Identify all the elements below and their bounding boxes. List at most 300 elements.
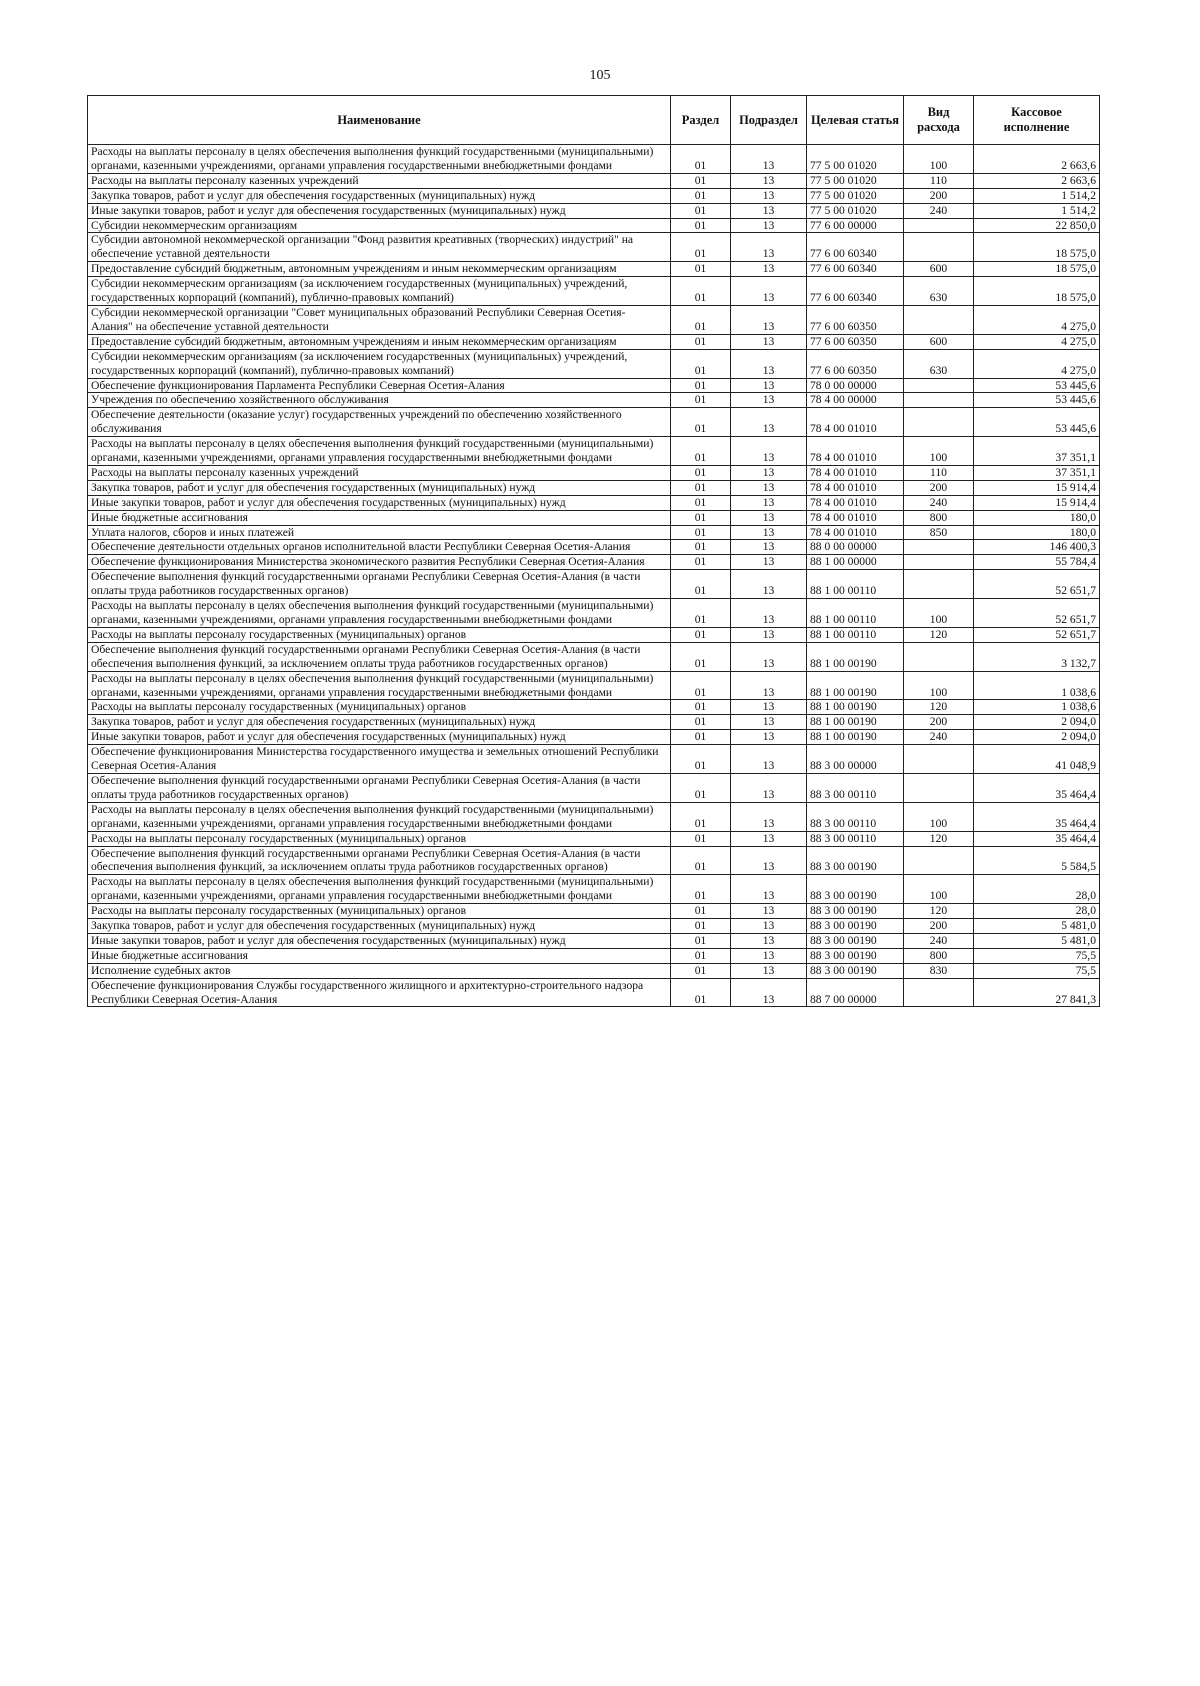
cell-name: Иные закупки товаров, работ и услуг для обеспечения государственных (муниципальных) нужд [88,730,671,745]
cell-vid: 240 [904,203,974,218]
cell-razdel: 01 [671,408,731,437]
cell-podrazdel: 13 [731,437,807,466]
cell-sum: 4 275,0 [974,305,1100,334]
cell-name: Субсидии некоммерческой организации "Совет муниципальных образований Республики Северная Осетия-Алания" на обеспечение уставной деятельности [88,305,671,334]
cell-vid: 240 [904,933,974,948]
cell-name: Иные бюджетные ассигнования [88,510,671,525]
cell-podrazdel: 13 [731,349,807,378]
cell-sum: 53 445,6 [974,393,1100,408]
cell-vid [904,642,974,671]
cell-vid [904,408,974,437]
table-row [88,480,1100,495]
cell-vid [904,233,974,262]
cell-razdel: 01 [671,145,731,174]
cell-celevaya: 78 0 00 00000 [807,378,904,393]
cell-name: Иные бюджетные ассигнования [88,948,671,963]
cell-sum: 3 132,7 [974,642,1100,671]
table-row [88,671,1100,700]
cell-podrazdel: 13 [731,875,807,904]
cell-celevaya: 77 5 00 01020 [807,173,904,188]
header-podrazdel: Подраздел [731,96,807,145]
cell-podrazdel: 13 [731,525,807,540]
cell-celevaya: 78 4 00 01010 [807,495,904,510]
cell-name: Обеспечение функционирования Службы государственного жилищного и архитектурно-строительного надзора Республики Северная Осетия-Алания [88,978,671,1007]
table-row [88,540,1100,555]
cell-podrazdel: 13 [731,305,807,334]
cell-sum: 2 663,6 [974,173,1100,188]
cell-vid [904,305,974,334]
header-razdel: Раздел [671,96,731,145]
cell-podrazdel: 13 [731,233,807,262]
cell-name: Обеспечение функционирования Парламента Республики Северная Осетия-Алания [88,378,671,393]
cell-vid: 830 [904,963,974,978]
cell-podrazdel: 13 [731,408,807,437]
cell-name: Иные закупки товаров, работ и услуг для обеспечения государственных (муниципальных) нужд [88,933,671,948]
cell-vid [904,846,974,875]
cell-vid: 100 [904,145,974,174]
table-row [88,978,1100,1007]
cell-sum: 180,0 [974,525,1100,540]
cell-vid [904,773,974,802]
cell-celevaya: 77 5 00 01020 [807,188,904,203]
cell-sum: 18 575,0 [974,262,1100,277]
table-row [88,203,1100,218]
cell-podrazdel: 13 [731,480,807,495]
cell-celevaya: 78 4 00 01010 [807,465,904,480]
cell-vid [904,745,974,774]
cell-razdel: 01 [671,349,731,378]
cell-vid: 630 [904,349,974,378]
cell-name: Субсидии некоммерческим организациям (за исключением государственных (муниципальных) учреждений, государственных корпораций (компаний), публично-правовых компаний) [88,349,671,378]
cell-vid: 120 [904,627,974,642]
cell-sum: 53 445,6 [974,378,1100,393]
table-row [88,334,1100,349]
cell-podrazdel: 13 [731,465,807,480]
cell-razdel: 01 [671,510,731,525]
cell-vid: 100 [904,671,974,700]
cell-vid: 200 [904,188,974,203]
table-row [88,349,1100,378]
cell-razdel: 01 [671,378,731,393]
table-row [88,145,1100,174]
cell-razdel: 01 [671,919,731,934]
cell-celevaya: 88 3 00 00190 [807,933,904,948]
cell-name: Обеспечение функционирования Министерства экономического развития Республики Северная Осетия-Алания [88,555,671,570]
cell-vid: 120 [904,831,974,846]
cell-sum: 2 094,0 [974,715,1100,730]
cell-razdel: 01 [671,480,731,495]
cell-celevaya: 77 5 00 01020 [807,203,904,218]
cell-podrazdel: 13 [731,203,807,218]
cell-celevaya: 78 4 00 01010 [807,408,904,437]
cell-name: Расходы на выплаты персоналу государственных (муниципальных) органов [88,627,671,642]
cell-vid: 850 [904,525,974,540]
table-row [88,262,1100,277]
cell-celevaya: 88 3 00 00000 [807,745,904,774]
cell-sum: 53 445,6 [974,408,1100,437]
cell-name: Закупка товаров, работ и услуг для обеспечения государственных (муниципальных) нужд [88,480,671,495]
cell-razdel: 01 [671,555,731,570]
cell-celevaya: 88 3 00 00190 [807,963,904,978]
cell-podrazdel: 13 [731,555,807,570]
table-row [88,465,1100,480]
cell-vid: 200 [904,480,974,495]
table-row [88,831,1100,846]
cell-celevaya: 88 1 00 00190 [807,730,904,745]
table-row [88,173,1100,188]
cell-name: Уплата налогов, сборов и иных платежей [88,525,671,540]
cell-name: Субсидии автономной некоммерческой организации "Фонд развития креативных (творческих) индустрий" на обеспечение уставной деятельности [88,233,671,262]
cell-sum: 2 094,0 [974,730,1100,745]
cell-celevaya: 88 1 00 00110 [807,570,904,599]
cell-podrazdel: 13 [731,277,807,306]
table-row [88,904,1100,919]
table-row [88,700,1100,715]
cell-razdel: 01 [671,933,731,948]
table-row [88,715,1100,730]
cell-razdel: 01 [671,188,731,203]
cell-podrazdel: 13 [731,978,807,1007]
cell-sum: 5 584,5 [974,846,1100,875]
cell-name: Расходы на выплаты персоналу в целях обеспечения выполнения функций государственными (муниципальными) органами, казенными учреждениями, органами управления государственными внебюджетными фондами [88,671,671,700]
cell-sum: 1 514,2 [974,188,1100,203]
cell-celevaya: 77 6 00 00000 [807,218,904,233]
table-row [88,642,1100,671]
cell-razdel: 01 [671,277,731,306]
table-row [88,233,1100,262]
cell-razdel: 01 [671,671,731,700]
cell-razdel: 01 [671,173,731,188]
cell-razdel: 01 [671,233,731,262]
cell-celevaya: 88 3 00 00190 [807,904,904,919]
cell-celevaya: 78 4 00 01010 [807,525,904,540]
table-row [88,875,1100,904]
cell-name: Иные закупки товаров, работ и услуг для обеспечения государственных (муниципальных) нужд [88,495,671,510]
cell-name: Расходы на выплаты персоналу государственных (муниципальных) органов [88,700,671,715]
cell-name: Обеспечение выполнения функций государственными органами Республики Северная Осетия-Алания (в части обеспечения выполнения функций, за исключением оплаты труда работников государственных органов) [88,846,671,875]
cell-celevaya: 78 4 00 01010 [807,437,904,466]
cell-sum: 37 351,1 [974,437,1100,466]
cell-razdel: 01 [671,627,731,642]
cell-celevaya: 88 3 00 00190 [807,875,904,904]
table-row [88,393,1100,408]
cell-razdel: 01 [671,948,731,963]
cell-sum: 28,0 [974,904,1100,919]
cell-razdel: 01 [671,802,731,831]
cell-name: Расходы на выплаты персоналу в целях обеспечения выполнения функций государственными (муниципальными) органами, казенными учреждениями, органами управления государственными внебюджетными фондами [88,802,671,831]
cell-vid: 200 [904,919,974,934]
cell-razdel: 01 [671,393,731,408]
cell-sum: 1 514,2 [974,203,1100,218]
cell-name: Расходы на выплаты персоналу в целях обеспечения выполнения функций государственными (муниципальными) органами, казенными учреждениями, органами управления государственными внебюджетными фондами [88,437,671,466]
cell-vid [904,978,974,1007]
cell-podrazdel: 13 [731,963,807,978]
cell-sum: 35 464,4 [974,802,1100,831]
cell-podrazdel: 13 [731,948,807,963]
cell-vid [904,555,974,570]
table-row [88,218,1100,233]
cell-sum: 52 651,7 [974,570,1100,599]
cell-vid [904,570,974,599]
cell-razdel: 01 [671,525,731,540]
cell-podrazdel: 13 [731,904,807,919]
cell-celevaya: 88 3 00 00110 [807,831,904,846]
cell-sum: 27 841,3 [974,978,1100,1007]
cell-vid: 120 [904,700,974,715]
cell-vid: 100 [904,599,974,628]
cell-podrazdel: 13 [731,919,807,934]
cell-vid: 240 [904,495,974,510]
cell-sum: 180,0 [974,510,1100,525]
table-row [88,525,1100,540]
cell-sum: 15 914,4 [974,495,1100,510]
cell-celevaya: 88 3 00 00190 [807,948,904,963]
header-name: Наименование [88,96,671,145]
cell-podrazdel: 13 [731,599,807,628]
cell-podrazdel: 13 [731,570,807,599]
cell-name: Обеспечение деятельности отдельных органов исполнительной власти Республики Северная Осетия-Алания [88,540,671,555]
cell-vid: 100 [904,875,974,904]
cell-razdel: 01 [671,495,731,510]
cell-podrazdel: 13 [731,495,807,510]
cell-vid: 240 [904,730,974,745]
cell-vid: 200 [904,715,974,730]
cell-razdel: 01 [671,540,731,555]
cell-podrazdel: 13 [731,540,807,555]
cell-name: Обеспечение выполнения функций государственными органами Республики Северная Осетия-Алания (в части оплаты труда работников государственных органов) [88,773,671,802]
table-row [88,933,1100,948]
cell-podrazdel: 13 [731,671,807,700]
cell-podrazdel: 13 [731,378,807,393]
cell-name: Закупка товаров, работ и услуг для обеспечения государственных (муниципальных) нужд [88,919,671,934]
cell-name: Расходы на выплаты персоналу государственных (муниципальных) органов [88,831,671,846]
cell-sum: 28,0 [974,875,1100,904]
cell-podrazdel: 13 [731,334,807,349]
cell-name: Расходы на выплаты персоналу в целях обеспечения выполнения функций государственными (муниципальными) органами, казенными учреждениями, органами управления государственными внебюджетными фондами [88,145,671,174]
cell-sum: 37 351,1 [974,465,1100,480]
cell-sum: 41 048,9 [974,745,1100,774]
cell-razdel: 01 [671,715,731,730]
table-header-row [88,96,1100,145]
cell-podrazdel: 13 [731,188,807,203]
cell-sum: 52 651,7 [974,627,1100,642]
cell-celevaya: 77 6 00 60340 [807,233,904,262]
cell-celevaya: 88 1 00 00110 [807,627,904,642]
cell-sum: 4 275,0 [974,349,1100,378]
cell-razdel: 01 [671,465,731,480]
cell-celevaya: 78 4 00 00000 [807,393,904,408]
cell-razdel: 01 [671,875,731,904]
cell-sum: 55 784,4 [974,555,1100,570]
cell-razdel: 01 [671,904,731,919]
cell-sum: 75,5 [974,948,1100,963]
cell-sum: 22 850,0 [974,218,1100,233]
cell-name: Расходы на выплаты персоналу в целях обеспечения выполнения функций государственными (муниципальными) органами, казенными учреждениями, органами управления государственными внебюджетными фондами [88,599,671,628]
cell-celevaya: 88 3 00 00110 [807,773,904,802]
cell-razdel: 01 [671,963,731,978]
header-vid: Вид расхода [904,96,974,145]
cell-podrazdel: 13 [731,745,807,774]
table-row [88,963,1100,978]
cell-name: Расходы на выплаты персоналу казенных учреждений [88,465,671,480]
cell-razdel: 01 [671,262,731,277]
cell-sum: 1 038,6 [974,671,1100,700]
cell-celevaya: 88 1 00 00110 [807,599,904,628]
cell-name: Субсидии некоммерческим организациям [88,218,671,233]
table-row [88,555,1100,570]
cell-name: Исполнение судебных актов [88,963,671,978]
cell-vid: 600 [904,262,974,277]
cell-razdel: 01 [671,305,731,334]
table-row [88,948,1100,963]
table-row [88,437,1100,466]
cell-podrazdel: 13 [731,831,807,846]
cell-razdel: 01 [671,570,731,599]
cell-vid [904,393,974,408]
cell-razdel: 01 [671,642,731,671]
cell-podrazdel: 13 [731,218,807,233]
cell-sum: 52 651,7 [974,599,1100,628]
cell-vid: 110 [904,465,974,480]
cell-razdel: 01 [671,334,731,349]
cell-vid: 800 [904,510,974,525]
cell-sum: 4 275,0 [974,334,1100,349]
cell-vid: 600 [904,334,974,349]
table-row [88,510,1100,525]
cell-razdel: 01 [671,700,731,715]
cell-celevaya: 88 3 00 00190 [807,919,904,934]
table-row [88,495,1100,510]
cell-celevaya: 78 4 00 01010 [807,480,904,495]
cell-name: Обеспечение деятельности (оказание услуг) государственных учреждений по обеспечению хозяйственного обслуживания [88,408,671,437]
cell-celevaya: 88 3 00 00110 [807,802,904,831]
cell-razdel: 01 [671,599,731,628]
cell-name: Учреждения по обеспечению хозяйственного обслуживания [88,393,671,408]
cell-celevaya: 77 5 00 01020 [807,145,904,174]
table-row [88,599,1100,628]
cell-podrazdel: 13 [731,510,807,525]
table-row [88,570,1100,599]
cell-celevaya: 77 6 00 60340 [807,277,904,306]
cell-celevaya: 77 6 00 60350 [807,349,904,378]
cell-podrazdel: 13 [731,173,807,188]
cell-vid: 630 [904,277,974,306]
cell-vid [904,378,974,393]
cell-podrazdel: 13 [731,145,807,174]
cell-sum: 5 481,0 [974,919,1100,934]
table-row [88,627,1100,642]
cell-podrazdel: 13 [731,730,807,745]
cell-celevaya: 77 6 00 60340 [807,262,904,277]
table-row [88,745,1100,774]
table-row [88,730,1100,745]
cell-razdel: 01 [671,831,731,846]
page-number: 105 [589,68,611,83]
cell-podrazdel: 13 [731,700,807,715]
cell-celevaya: 77 6 00 60350 [807,334,904,349]
cell-name: Расходы на выплаты персоналу в целях обеспечения выполнения функций государственными (муниципальными) органами, казенными учреждениями, органами управления государственными внебюджетными фондами [88,875,671,904]
cell-sum: 35 464,4 [974,831,1100,846]
table-body [88,145,1100,1007]
cell-celevaya: 88 7 00 00000 [807,978,904,1007]
cell-name: Иные закупки товаров, работ и услуг для обеспечения государственных (муниципальных) нужд [88,203,671,218]
cell-vid: 100 [904,437,974,466]
cell-name: Предоставление субсидий бюджетным, автономным учреждениям и иным некоммерческим организациям [88,262,671,277]
cell-name: Закупка товаров, работ и услуг для обеспечения государственных (муниципальных) нужд [88,188,671,203]
cell-name: Предоставление субсидий бюджетным, автономным учреждениям и иным некоммерческим организациям [88,334,671,349]
header-celevaya: Целевая статья [807,96,904,145]
cell-sum: 75,5 [974,963,1100,978]
cell-vid [904,540,974,555]
cell-podrazdel: 13 [731,773,807,802]
cell-razdel: 01 [671,745,731,774]
cell-podrazdel: 13 [731,933,807,948]
cell-vid: 100 [904,802,974,831]
cell-celevaya: 88 1 00 00000 [807,555,904,570]
cell-celevaya: 88 1 00 00190 [807,715,904,730]
cell-celevaya: 88 1 00 00190 [807,671,904,700]
cell-name: Расходы на выплаты персоналу казенных учреждений [88,173,671,188]
table-row [88,919,1100,934]
cell-sum: 18 575,0 [974,277,1100,306]
cell-celevaya: 88 0 00 00000 [807,540,904,555]
cell-sum: 15 914,4 [974,480,1100,495]
cell-name: Обеспечение выполнения функций государственными органами Республики Северная Осетия-Алания (в части оплаты труда работников государственных органов) [88,570,671,599]
cell-podrazdel: 13 [731,802,807,831]
cell-name: Расходы на выплаты персоналу государственных (муниципальных) органов [88,904,671,919]
cell-vid [904,218,974,233]
cell-podrazdel: 13 [731,393,807,408]
cell-vid: 800 [904,948,974,963]
cell-name: Обеспечение функционирования Министерства государственного имущества и земельных отношений Республики Северная Осетия-Алания [88,745,671,774]
cell-podrazdel: 13 [731,846,807,875]
cell-vid: 110 [904,173,974,188]
cell-razdel: 01 [671,846,731,875]
cell-podrazdel: 13 [731,715,807,730]
cell-celevaya: 78 4 00 01010 [807,510,904,525]
cell-razdel: 01 [671,730,731,745]
cell-podrazdel: 13 [731,627,807,642]
cell-sum: 1 038,6 [974,700,1100,715]
cell-sum: 35 464,4 [974,773,1100,802]
table-row [88,188,1100,203]
table-row [88,305,1100,334]
cell-podrazdel: 13 [731,262,807,277]
table-row [88,378,1100,393]
cell-razdel: 01 [671,203,731,218]
cell-sum: 146 400,3 [974,540,1100,555]
table-row [88,773,1100,802]
cell-name: Закупка товаров, работ и услуг для обеспечения государственных (муниципальных) нужд [88,715,671,730]
cell-podrazdel: 13 [731,642,807,671]
header-kassovoe: Кассовое исполнение [974,96,1100,145]
cell-razdel: 01 [671,218,731,233]
budget-execution-table [87,95,1100,1007]
cell-razdel: 01 [671,773,731,802]
cell-razdel: 01 [671,978,731,1007]
cell-vid: 120 [904,904,974,919]
cell-razdel: 01 [671,437,731,466]
cell-name: Субсидии некоммерческим организациям (за исключением государственных (муниципальных) учреждений, государственных корпораций (компаний), публично-правовых компаний) [88,277,671,306]
cell-sum: 5 481,0 [974,933,1100,948]
cell-celevaya: 77 6 00 60350 [807,305,904,334]
cell-celevaya: 88 3 00 00190 [807,846,904,875]
table-row [88,846,1100,875]
cell-sum: 2 663,6 [974,145,1100,174]
cell-celevaya: 88 1 00 00190 [807,642,904,671]
table-row [88,277,1100,306]
table-row [88,802,1100,831]
